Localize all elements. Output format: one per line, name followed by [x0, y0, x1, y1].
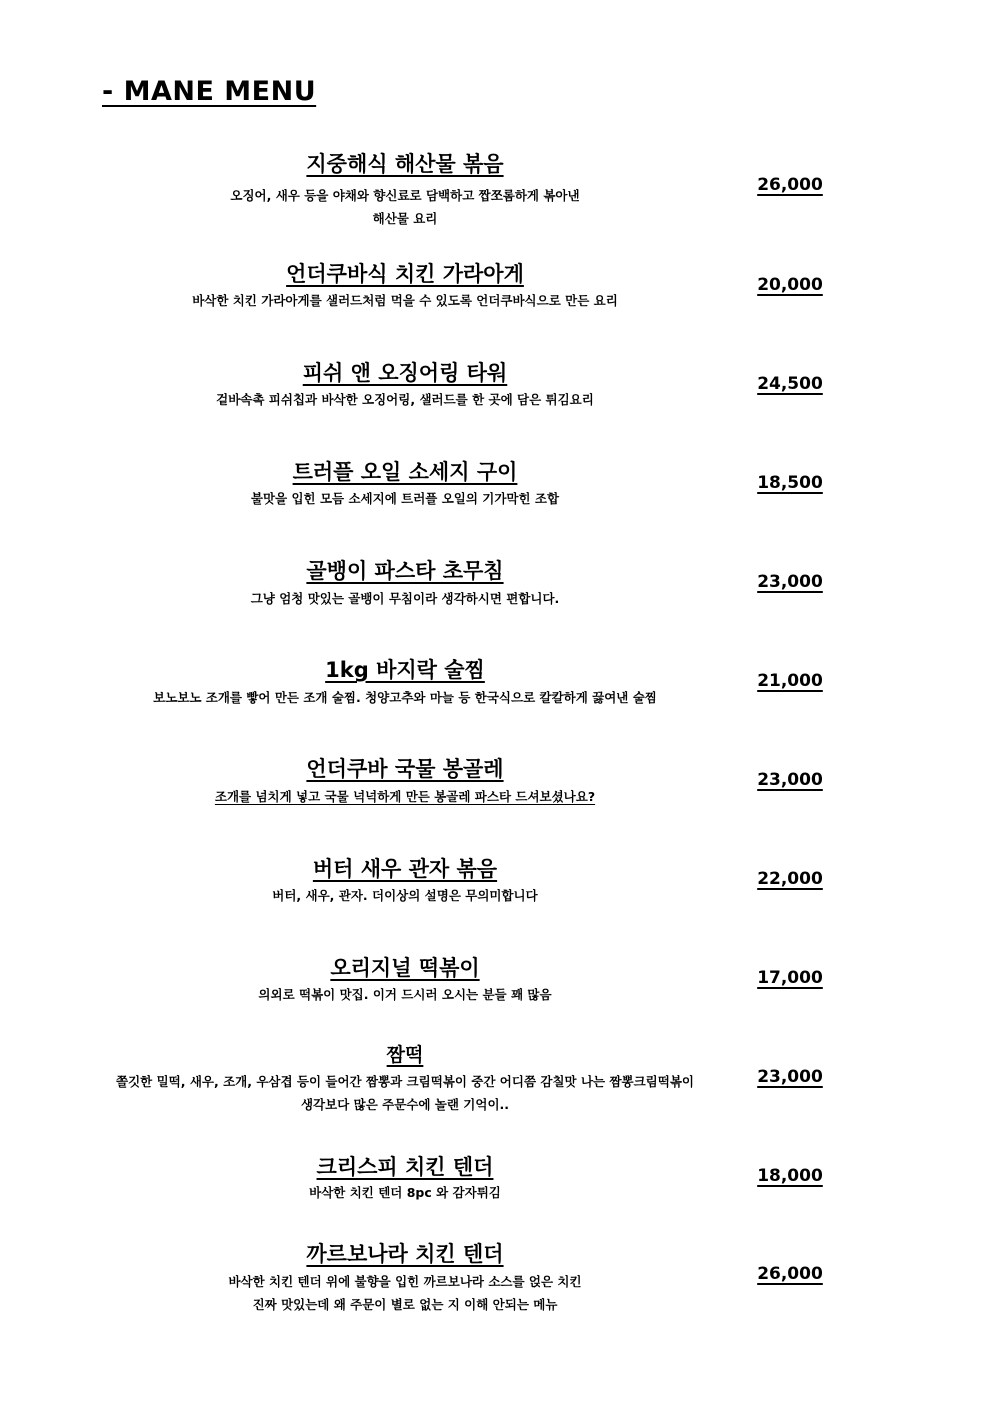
menu-item-description — [60, 983, 750, 1006]
menu-item-price: 20,000 — [757, 275, 823, 295]
menu-item-description-line: 겉바속촉 피쉬칩과 바삭한 오징어링, 샐러드를 한 곳에 담은 튀김요리 — [216, 392, 594, 407]
menu-item-description-line: 오징어, 새우 등을 야채와 향신료로 담백하고 짭쪼롬하게 볶아낸 — [230, 188, 580, 203]
menu-item-price: 22,000 — [757, 869, 823, 889]
menu-item-description — [60, 1270, 750, 1316]
menu-item-name: 1kg 바지락 술찜 — [325, 658, 485, 682]
menu-item-description-line: 바삭한 치킨 텐더 8pc 와 감자튀김 — [309, 1185, 501, 1200]
menu-item-description-line: 진짜 맛있는데 왜 주문이 별로 없는 지 이해 안되는 메뉴 — [252, 1297, 558, 1312]
menu-item-price: 18,500 — [757, 473, 823, 493]
menu-item-price: 21,000 — [757, 671, 823, 691]
menu-item-description — [60, 1181, 750, 1204]
menu-item-description-line: 조개를 넘치게 넣고 국물 넉넉하게 만든 봉골레 파스타 드셔보셨나요? — [214, 789, 596, 804]
menu-item-description-line: 바삭한 치킨 가라아게를 샐러드처럼 먹을 수 있도록 언더쿠바식으로 만든 요리 — [192, 293, 618, 308]
menu-item-description — [60, 388, 750, 411]
menu-item-description-line: 버터, 새우, 관자. 더이상의 설명은 무의미합니다 — [272, 888, 538, 903]
menu-item-name: 피쉬 앤 오징어링 타워 — [302, 361, 508, 385]
menu-item-description-line: 보노보노 조개를 빻어 만든 조개 술찜. 청양고추와 마늘 등 한국식으로 칼칼하게 끓여낸 술찜 — [153, 690, 657, 705]
menu-item-price: 26,000 — [757, 175, 823, 195]
menu-item-name: 언더쿠바식 치킨 가라아게 — [286, 262, 524, 286]
menu-item-description-line: 쫄깃한 밀떡, 새우, 조개, 우삼겹 등이 들어간 짬뽕과 크림떡볶이 중간 어디쯤 감칠맛 나는 짬뽕크림떡볶이 — [116, 1074, 694, 1089]
menu-item-price: 26,000 — [757, 1264, 823, 1284]
menu-item-description — [60, 785, 750, 808]
menu-item-description-line: 해산물 요리 — [372, 211, 438, 226]
menu-item-name: 지중해식 해산물 볶음 — [306, 152, 504, 176]
menu-item-name: 트러플 오일 소세지 구이 — [292, 460, 518, 484]
menu-item-description-line: 그냥 엄청 맛있는 골뱅이 무침이라 생각하시면 편합니다. — [250, 591, 560, 606]
menu-item-description — [30, 1070, 780, 1116]
menu-item-description — [60, 884, 750, 907]
menu-item-price: 23,000 — [757, 770, 823, 790]
menu-item-name: 짬떡 — [386, 1044, 424, 1066]
page-title: - MANE MENU — [102, 76, 317, 107]
menu-item-description-line: 바삭한 치킨 텐더 위에 불향을 입힌 까르보나라 소스를 얹은 치킨 — [228, 1274, 582, 1289]
menu-item-price: 17,000 — [757, 968, 823, 988]
menu-item-price: 18,000 — [757, 1166, 823, 1186]
menu-item-name: 오리지널 떡볶이 — [330, 956, 480, 980]
menu-item-price: 24,500 — [757, 374, 823, 394]
menu-item-description — [60, 587, 750, 610]
menu-item-description-line: 의외로 떡볶이 맛집. 이거 드시러 오시는 분들 꽤 많음 — [258, 987, 552, 1002]
menu-item-description-line: 불맛을 입힌 모듬 소세지에 트러플 오일의 기가막힌 조합 — [250, 491, 560, 506]
menu-item-price: 23,000 — [757, 572, 823, 592]
menu-item-description — [60, 184, 750, 230]
menu-item-description — [60, 289, 750, 312]
menu-item-price: 23,000 — [757, 1067, 823, 1087]
menu-item-name: 골뱅이 파스타 초무침 — [306, 559, 504, 583]
menu-item-description-line: 생각보다 많은 주문수에 놀랜 기억이.. — [300, 1097, 510, 1112]
menu-item-name: 언더쿠바 국물 봉골레 — [306, 757, 504, 781]
menu-item-description — [60, 686, 750, 709]
menu-item-description — [60, 487, 750, 510]
menu-item-name: 까르보나라 치킨 텐더 — [306, 1242, 504, 1266]
menu-item-name: 크리스피 치킨 텐더 — [316, 1155, 494, 1179]
menu-item-name: 버터 새우 관자 볶음 — [312, 857, 498, 881]
